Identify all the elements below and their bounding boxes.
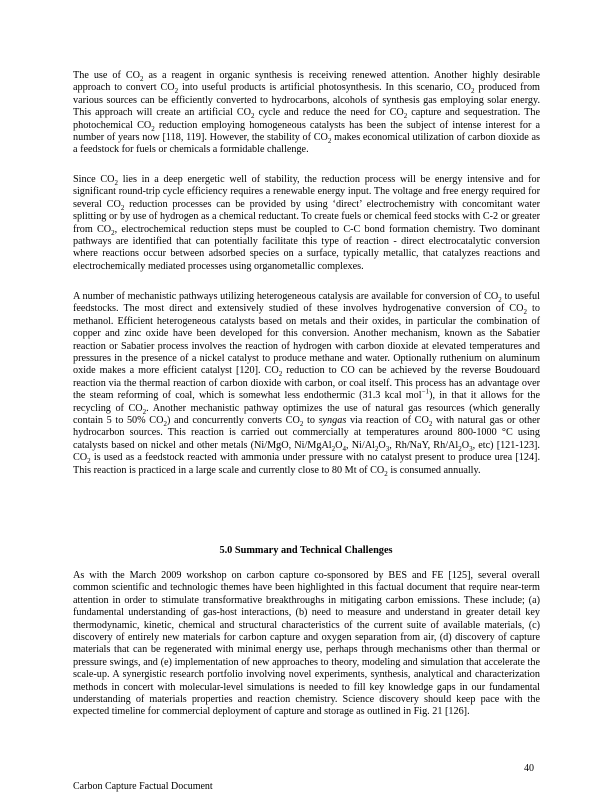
footer-title: Carbon Capture Factual Document — [73, 781, 213, 792]
section-heading: 5.0 Summary and Technical Challenges — [219, 545, 393, 556]
paragraph-co2-photosynthesis: The use of $CO_2$ as a reagent in organic synthesis is receiving renewed attention. Another highly desirable approach to convert $CO_2$ into useful products is artificial photosynthesis. In this scenario, $CO_2$ produced from various sources can be efficiently converted to hydrocarbons, alcohols of synthesis gas employing solar energy. This approach will create an artificial $CO_2$ cycle and reduce the need for $CO_2$ capture and sequestration. The photochemical $CO_2$ reduction employing homogeneous catalysts has been the subject of intense interest for a number of years now [118, 119]. However, the stability of $CO_2$ makes economical utilization of carbon dioxide as a feedstock for fuels or chemicals a formidable challenge. — [73, 70, 541, 156]
page-number: 40 — [524, 763, 534, 774]
paragraph-heterogeneous-catalysis: A number of mechanistic pathways utilizing heterogeneous catalysis are available for conversion of $CO_2$ to useful feedstocks. The most direct and extensively studied of these involves hydrogenative conversion of $CO_2$ to methanol. Efficient heterogeneous catalysts based on metals and their oxides, in particular the combination of copper and zinc oxide have been developed for this conversion. Another mechanism, known as the Sabatier reaction or Sabatier process involves the reaction of hydrogen with carbon dioxide at elevated temperatures and pressures in the presence of a nickel catalyst to produce methane and water. Optionally ruthenium on aluminum oxide makes a more efficient catalyst [120]. $CO_2$ reduction to CO can be achieved by the reverse Boudouard reaction via the thermal reaction of carbon dioxide with carbon, or coal itself. This process has an advantage over the steam reforming of coal, which is somewhat less endothermic (31.3 kcal mol$^{-1}$), in that it allows for the recycling of $CO_2$. Another mechanistic pathway optimizes the use of natural gas resources (which generally contain 5 to 50% $CO_2$) and concurrently converts $CO_2$ to syngas via reaction of $CO_2$ with natural gas or other hydrocarbon sources. This reaction is carried out commercially at temperatures around 800-1000 °C using catalysts based on nickel and other metals (Ni/MgO, $Ni/MgAl_2O_4$, $Ni/Al_2O_3$, Rh/NaY, $Rh/Al_2O_3$, etc) [121-123]. $CO_2$ is used as a feedstock reacted with ammonia under pressure with no catalyst present to produce urea [124]. This reaction is practiced in a large scale and currently close to 80 Mt of $CO_2$ is consumed annually. — [73, 291, 540, 478]
paragraph-co2-reduction: Since $CO_2$ lies in a deep energetic well of stability, the reduction process will be energy intensive and for significant round-trip cycle efficiency requires a renewable energy input. The voltage and free energy required for several $CO_2$ reduction processes can be provided by using ‘direct’ electrochemistry with concomitant water splitting or by use of hydrogen as a chemical reductant. To create fuels or chemical feed stocks with C-2 or greater from $CO_2$, electrochemical reduction steps must be coupled to C-C bond formation chemistry. Two dominant pathways are identified that can potentially facilitate this type of reaction - direct electrocatalytic conversion where reactions occur between adsorbed species on a surface, typically metallic, that catalyzes reactions and electrochemically mediated processes using organometallic complexes. — [73, 174, 540, 272]
paragraph-summary: As with the March 2009 workshop on carbon capture co-sponsored by BES and FE [125], several overall common scientific and technologic themes have been highlighted in this factual document that require near-term attention in order to stimulate transformative breakthroughs in mitigating carbon emissions. These include; (a) fundamental understanding of gas-host interactions, (b) need to measure and understand in greater detail key thermodynamic, kinetic, chemical and structural characteristics of the current suite of available materials, (c) discovery of entirely new materials for carbon capture and oxygen separation from air, (d) discovery of capture materials that can be regenerated with minimal energy use, perhaps through mechanisms other than thermal or pressure swings, and (e) implementation of new approaches to theory, modeling and simulation that accelerate the scale-up. A synergistic research portfolio involving novel experiments, synthesis, analytical and characterization methods in concert with molecular-level simulations is needed to fill key knowledge gaps in our fundamental understanding of materials properties and reaction chemistry. Science discovery should keep pace with the expected timeline for commercial deployment of capture and storage as outlined in Fig. 21 [126]. — [73, 570, 540, 718]
